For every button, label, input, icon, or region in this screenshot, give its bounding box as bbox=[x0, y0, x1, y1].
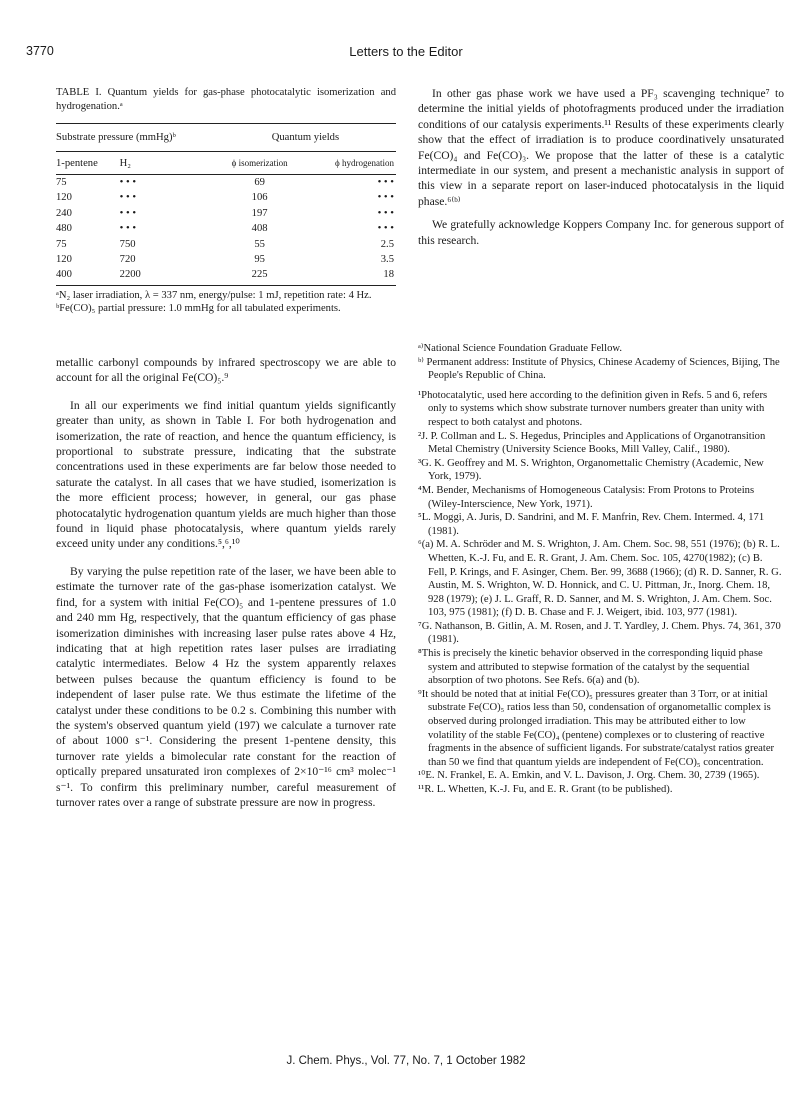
footnote: ⁶(a) M. A. Schröder and M. S. Wrighton, J. Am. Chem. Soc. 98, 551 (1976); (b) R. L. Whetten, K.-J. Fu, and E. R. Grant, J. Am. Chem. Soc. 105, 4270(1982); (c) B. Fell, P. Krings, and F. Asinger, Chem. Ber. 99, 3688 (1966); (d) R. D. Sanner, R. G. Austin, M. S. Wrighton, W. D. Honnick, and C. U. Pittman, Jr., Inorg. Chem. 18, 928 (1979); (e) J. L. Graff, R. D. Sanner, and M. S. Wrighton, J. Am. Chem. Soc. 103, 975 (1981); (f) D. B. Chase and F. J. Weigert, ibid. 103, 977 (1981). bbox=[418, 539, 782, 619]
cell: 120 bbox=[56, 192, 72, 204]
cell: 106 bbox=[251, 192, 268, 204]
header-quantum-yields: Quantum yields bbox=[215, 124, 396, 151]
left-body-text bbox=[56, 355, 396, 810]
cell: • • • bbox=[377, 177, 394, 188]
journal-footer: J. Chem. Phys., Vol. 77, No. 7, 1 October 1982 bbox=[286, 1055, 526, 1067]
footnotes bbox=[418, 342, 784, 797]
footnote: ³G. K. Geoffrey and M. S. Wrighton, Organomettalic Chemistry (Academic, New York, 1979). bbox=[418, 457, 764, 483]
page-number: 3770 bbox=[26, 44, 54, 58]
table-row bbox=[56, 252, 396, 267]
footnote: ⁸This is precisely the kinetic behavior observed in the corresponding liquid phase system and attributed to stepwise formation of the catalyst by the sequential absorption of two photons. See Refs. 6(a) and (b). bbox=[418, 648, 763, 687]
paragraph: In all our experiments we find initial quantum yields significantly greater than unity, as shown in Table I. For both hydrogenation and isomerization, the rate of reaction, and hence the quantum efficiency, is proportional to substrate pressure, indicating that the substrate concentrations used in these experiments are far below those needed to saturate the catalyst. In all cases that we have studied, isomerization is the more efficient process; however, in general, our gas phase photocatalytic hydrogenation quantum yields are much higher than those found in liquid phase photocatalysis, where quantum yields rarely exceed unity under any conditions.⁵,⁶,¹⁰ bbox=[56, 398, 396, 551]
cell: 408 bbox=[251, 223, 268, 235]
acknowledgment: We gratefully acknowledge Koppers Company Inc. for generous support of this research. bbox=[418, 218, 784, 247]
paragraph: In other gas phase work we have used a PF₃ scavenging technique⁷ to determine the initial yields of photofragments produced under the irradiation conditions of our catalysis experiments.¹¹ Results of these experiments clearly show that the effect of irradiation is to produce coordinatively unsaturated Fe(CO)₄ and Fe(CO)₃. We propose that the latter of these is a catalytic intermediate in our system, and present a mechanistic analysis in support of this view in a separate report on laser-induced photocatalysis in the liquid phase.⁶⁽ᵇ⁾ bbox=[418, 87, 784, 208]
cell: 120 bbox=[56, 254, 72, 266]
cell: • • • bbox=[119, 177, 137, 188]
table-caption: TABLE I. Quantum yields for gas-phase photocatalytic isomerization and hydrogenation.ᵃ bbox=[56, 87, 396, 112]
cell: 55 bbox=[254, 238, 265, 250]
cell: 225 bbox=[215, 267, 305, 285]
footnote: ²J. P. Collman and L. S. Hegedus, Principles and Applications of Organotransition Metal Chemistry (University Science Books, Mill Valley, Calif., 1980). bbox=[418, 430, 766, 456]
cell: 480 bbox=[56, 223, 72, 235]
footnote: ᵃ⁾National Science Foundation Graduate Fellow. bbox=[418, 343, 622, 354]
cell: 400 bbox=[56, 267, 120, 285]
cell: 75 bbox=[56, 177, 67, 188]
cell: 240 bbox=[56, 207, 72, 219]
table-block bbox=[56, 86, 396, 316]
footnote: ᵇ⁾ Permanent address: Institute of Physics, Chinese Academy of Sciences, Bijing, The People's Republic of China. bbox=[418, 356, 780, 382]
footnote: ¹⁰E. N. Frankel, E. A. Emkin, and V. L. Davison, J. Org. Chem. 30, 2739 (1965). bbox=[418, 770, 760, 782]
table-row bbox=[56, 267, 396, 285]
right-body-text bbox=[418, 86, 784, 248]
running-title: Letters to the Editor bbox=[349, 44, 463, 59]
cell: 2200 bbox=[120, 267, 215, 285]
footnote: ⁴M. Bender, Mechanisms of Homogeneous Catalysis: From Protons to Proteins (Wiley-Interscience, New York, 1971). bbox=[418, 484, 755, 510]
table-note-a: ᵃN₂ laser irradiation, λ = 337 nm, energy/pulse: 1 mJ, repetition rate: 4 Hz. bbox=[56, 289, 372, 301]
cell: • • • bbox=[377, 223, 394, 235]
quantum-yield-table bbox=[56, 123, 396, 286]
cell: 750 bbox=[119, 238, 136, 250]
paragraph: By varying the pulse repetition rate of the laser, we have been able to estimate the turnover rate of the gas-phase isomerization catalyst. We find, for a system with initial Fe(CO)₅ and 1-pentene pressures of 1.0 and 240 mm Hg, respectively, that the quantum efficiency of gas phase isomerization diminishes with increasing laser pulse rates above 4 Hz, indicating that at high repetition rates laser pulses are irradiating catalytic intermediates. Below 4 Hz the system apparently relaxes between pulses because the quantum efficiency is found to be independent of laser pulse rate. We thus estimate the lifetime of the catalyst under these conditions to be 0.2 s. Combining this number with the system's observed quantum yield (197) we calculate a turnover rate of about 1000 s⁻¹. Considering the present 1-pentene density, this turnover rate yields a bimolecular rate constant for the reaction of optically prepared unsaturated iron complexes of 2×10⁻¹⁶ cm³ molec⁻¹ s⁻¹. To confirm this preliminary number, careful measurement of turnover rates over a range of substrate pressure are now in progress. bbox=[56, 564, 396, 809]
cell: 720 bbox=[119, 254, 136, 266]
table-note-b: ᵇFe(CO)₅ partial pressure: 1.0 mmHg for all tabulated experiments. bbox=[56, 303, 341, 315]
cell: 197 bbox=[251, 207, 268, 219]
footnote: ⁹It should be noted that at initial Fe(CO)₅ pressures greater than 3 Torr, or at initial substrate Fe(CO)₅ ratios less than 50, condensation of organometallic complex is observed during prolonged irradiation. This may be attributed either to low volatility of the stable Fe(CO)₄ (pentene) complexes or to clustering of reactive fragments in the absence of sufficient ligands. For substrate/catalyst ratios greater than 50 we find that quantum yields are independent of Fe(CO)₅ concentration. bbox=[418, 688, 775, 768]
paragraph: metallic carbonyl compounds by infrared spectroscopy we are able to account for all the original Fe(CO)₅.⁹ bbox=[56, 356, 396, 385]
table-row bbox=[56, 237, 396, 252]
cell: • • • bbox=[377, 192, 394, 204]
cell: • • • bbox=[119, 223, 137, 235]
footnote: ⁵L. Moggi, A. Juris, D. Sandrini, and M. F. Manfrin, Rev. Chem. Intermed. 4, 171 (1981). bbox=[418, 512, 765, 537]
cell: • • • bbox=[119, 192, 137, 204]
header-h2: H₂ bbox=[120, 151, 215, 174]
cell: • • • bbox=[119, 207, 137, 219]
cell: • • • bbox=[377, 207, 394, 219]
table-notes bbox=[56, 289, 396, 316]
cell: 18 bbox=[304, 267, 396, 285]
header-phi-isomerization: ϕ isomerization bbox=[215, 151, 305, 174]
cell: 2.5 bbox=[380, 238, 394, 250]
header-substrate-pressure: Substrate pressure (mmHg)ᵇ bbox=[56, 124, 215, 151]
table-row bbox=[56, 190, 396, 205]
cell: 75 bbox=[56, 238, 67, 250]
footnote: ⁷G. Nathanson, B. Gitlin, A. M. Rosen, and J. T. Yardley, J. Chem. Phys. 74, 361, 370 (1981). bbox=[418, 620, 781, 646]
cell: 3.5 bbox=[380, 254, 394, 266]
header-phi-hydrogenation: ϕ hydrogenation bbox=[304, 151, 396, 174]
table-row bbox=[56, 175, 396, 191]
header-1-pentene: 1-pentene bbox=[56, 151, 120, 174]
cell: 95 bbox=[254, 254, 265, 266]
table-row bbox=[56, 206, 396, 221]
cell: 69 bbox=[254, 177, 265, 188]
footnote: ¹Photocatalytic, used here according to the definition given in Refs. 5 and 6, refers only to systems which show substrate turnover numbers greater than unity with respect to both catalyst and photons. bbox=[418, 389, 768, 428]
footnote: ¹¹R. L. Whetten, K.-J. Fu, and E. R. Grant (to be published). bbox=[418, 784, 673, 795]
table-row bbox=[56, 221, 396, 236]
